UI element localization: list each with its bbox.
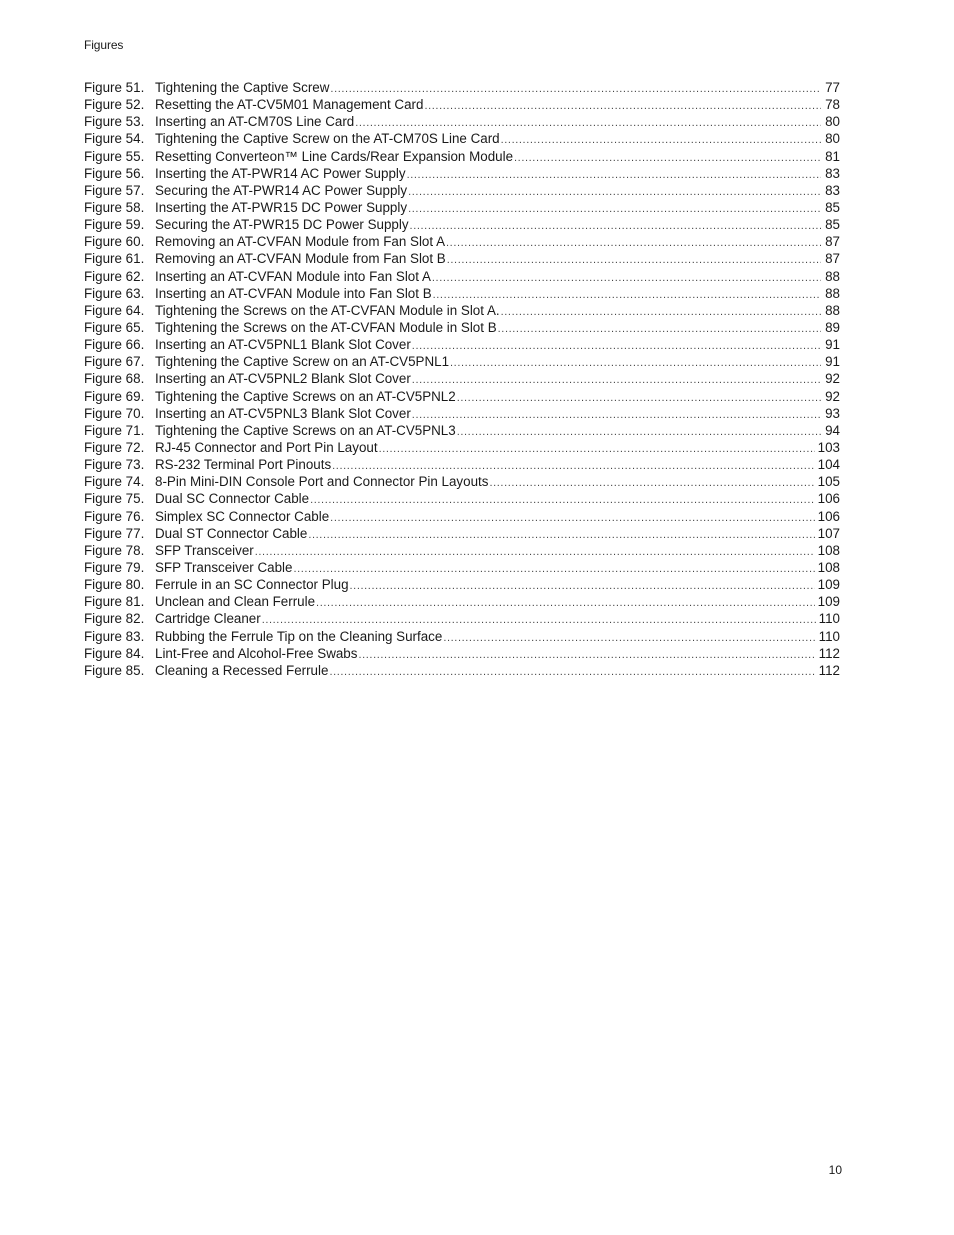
running-header: Figures: [84, 38, 124, 52]
toc-entry[interactable]: [84, 628, 840, 645]
figure-number: Figure 69.: [84, 388, 145, 404]
toc-entry[interactable]: [84, 96, 840, 113]
figure-number: Figure 75.: [84, 491, 145, 507]
toc-entry[interactable]: [84, 250, 840, 267]
figure-number: Figure 62.: [84, 268, 145, 284]
dot-leader: [329, 664, 815, 679]
dot-leader: [350, 578, 815, 593]
dot-leader: [498, 321, 821, 336]
toc-entry[interactable]: [84, 388, 840, 405]
figure-number: Figure 53.: [84, 114, 145, 130]
figure-title[interactable]: Inserting an AT-CVFAN Module into Fan Slot A: [155, 268, 431, 284]
figure-page-number[interactable]: 78: [825, 97, 840, 113]
figure-number: Figure 54.: [84, 131, 145, 147]
dot-leader: [412, 338, 821, 353]
figure-page-number[interactable]: 93: [825, 405, 840, 421]
figure-page-number[interactable]: 110: [818, 628, 840, 644]
figure-number: Figure 55.: [84, 148, 145, 164]
figure-page-number[interactable]: 92: [825, 371, 840, 387]
figure-page-number[interactable]: 92: [825, 388, 840, 404]
figure-page-number[interactable]: 81: [825, 148, 840, 164]
dot-leader: [433, 287, 821, 302]
dot-leader: [355, 115, 821, 130]
toc-entry[interactable]: [84, 645, 840, 662]
figure-page-number[interactable]: 88: [825, 302, 840, 318]
figure-number: Figure 84.: [84, 645, 145, 661]
dot-leader: [424, 98, 821, 113]
figure-title[interactable]: Resetting the AT-CV5M01 Management Card: [155, 97, 424, 113]
figure-page-number[interactable]: 80: [825, 131, 840, 147]
figure-title[interactable]: Securing the AT-PWR15 DC Power Supply: [155, 217, 409, 233]
figure-page-number[interactable]: 88: [825, 268, 840, 284]
figure-number: Figure 59.: [84, 217, 145, 233]
figure-number: Figure 67.: [84, 354, 145, 370]
figure-number: Figure 76.: [84, 508, 145, 524]
toc-entry[interactable]: [84, 439, 840, 456]
toc-entry[interactable]: [84, 182, 840, 199]
figure-title[interactable]: Tightening the Captive Screw: [155, 80, 330, 95]
figure-title[interactable]: 8-Pin Mini-DIN Console Port and Connector Pin Layouts: [155, 474, 489, 490]
toc-entry[interactable]: [84, 268, 840, 285]
dot-leader: [332, 458, 815, 473]
figure-title[interactable]: Ferrule in an SC Connector Plug: [155, 577, 349, 593]
dot-leader: [447, 252, 821, 267]
figure-number: Figure 77.: [84, 525, 145, 541]
figure-number: Figure 82.: [84, 611, 145, 627]
figure-page-number[interactable]: 91: [825, 337, 840, 353]
figure-number: Figure 79.: [84, 559, 145, 575]
figure-title[interactable]: RJ-45 Connector and Port Pin Layout: [155, 439, 378, 455]
dot-leader: [293, 561, 814, 576]
figure-page-number[interactable]: 109: [817, 577, 840, 593]
dot-leader: [457, 424, 821, 439]
figure-number: Figure 57.: [84, 182, 145, 198]
figure-number: Figure 70.: [84, 405, 145, 421]
figure-page-number[interactable]: 85: [825, 199, 840, 215]
dot-leader: [330, 81, 821, 96]
dot-leader: [489, 475, 814, 490]
figure-number: Figure 80.: [84, 577, 145, 593]
figure-page-number[interactable]: 106: [817, 491, 840, 507]
figure-page-number[interactable]: 106: [817, 508, 840, 524]
figure-page-number[interactable]: 83: [825, 165, 840, 181]
figure-title[interactable]: Inserting an AT-CV5PNL1 Blank Slot Cover: [155, 337, 411, 353]
toc-entry[interactable]: [84, 422, 840, 439]
figure-title[interactable]: Resetting Converteon™ Line Cards/Rear Expansion Module: [155, 148, 514, 164]
figure-title[interactable]: Tightening the Screws on the AT-CVFAN Module in Slot B: [155, 319, 497, 335]
dot-leader: [310, 492, 815, 507]
figure-page-number[interactable]: 87: [825, 251, 840, 267]
figure-title[interactable]: Simplex SC Connector Cable: [155, 508, 330, 524]
dot-leader: [443, 630, 815, 645]
figure-title[interactable]: Inserting an AT-CM70S Line Card: [155, 114, 355, 130]
figure-page-number[interactable]: 105: [817, 474, 840, 490]
toc-entry[interactable]: [84, 508, 840, 525]
toc-entry[interactable]: [84, 610, 840, 627]
dot-leader: [412, 407, 821, 422]
figure-page-number[interactable]: 77: [825, 80, 840, 95]
figure-title[interactable]: SFP Transceiver: [155, 542, 254, 558]
dot-leader: [330, 510, 814, 525]
figure-number: Figure 71.: [84, 422, 145, 438]
figure-page-number[interactable]: 103: [817, 439, 840, 455]
figure-page-number[interactable]: 110: [818, 611, 840, 627]
dot-leader: [255, 544, 815, 559]
figure-title[interactable]: Tightening the Captive Screws on an AT-CV5PNL2: [155, 388, 456, 404]
figure-number: Figure 66.: [84, 337, 145, 353]
figure-title[interactable]: Cartridge Cleaner: [155, 611, 261, 627]
dot-leader: [514, 150, 821, 165]
figure-page-number[interactable]: 80: [825, 114, 840, 130]
figure-title[interactable]: Tightening the Captive Screw on the AT-CM70S Line Card: [155, 131, 500, 147]
list-of-figures: [84, 79, 840, 679]
dot-leader: [379, 441, 815, 456]
toc-entry[interactable]: [84, 370, 840, 387]
figure-page-number[interactable]: 112: [818, 662, 840, 678]
toc-entry[interactable]: [84, 130, 840, 147]
toc-entry[interactable]: [84, 165, 840, 182]
figure-page-number[interactable]: 83: [825, 182, 840, 198]
figure-title[interactable]: Cleaning a Recessed Ferrule: [155, 662, 329, 678]
dot-leader: [410, 218, 821, 233]
toc-entry[interactable]: [84, 593, 840, 610]
figure-number: Figure 74.: [84, 474, 145, 490]
figure-page-number[interactable]: 88: [825, 285, 840, 301]
toc-entry[interactable]: [84, 353, 840, 370]
figure-number: Figure 68.: [84, 371, 145, 387]
toc-entry[interactable]: [84, 473, 840, 490]
dot-leader: [407, 167, 821, 182]
toc-entry[interactable]: [84, 199, 840, 216]
toc-entry[interactable]: [84, 216, 840, 233]
figure-title[interactable]: Inserting the AT-PWR15 DC Power Supply: [155, 199, 408, 215]
dot-leader: [501, 304, 821, 319]
dot-leader: [412, 372, 821, 387]
figure-page-number[interactable]: 85: [825, 217, 840, 233]
figure-number: Figure 63.: [84, 285, 145, 301]
figure-title[interactable]: Removing an AT-CVFAN Module from Fan Slot A: [155, 234, 446, 250]
figure-page-number[interactable]: 94: [825, 422, 840, 438]
dot-leader: [450, 355, 821, 370]
toc-entry[interactable]: [84, 405, 840, 422]
figure-number: Figure 65.: [84, 319, 145, 335]
figure-title[interactable]: Tightening the Screws on the AT-CVFAN Module in Slot A.: [155, 302, 500, 318]
toc-entry[interactable]: [84, 319, 840, 336]
toc-entry[interactable]: [84, 233, 840, 250]
figure-title[interactable]: Dual ST Connector Cable: [155, 525, 308, 541]
figure-number: Figure 72.: [84, 439, 145, 455]
figure-number: Figure 58.: [84, 199, 145, 215]
figure-title[interactable]: Inserting an AT-CV5PNL2 Blank Slot Cover: [155, 371, 411, 387]
toc-entry[interactable]: [84, 559, 840, 576]
figure-title[interactable]: Inserting the AT-PWR14 AC Power Supply: [155, 165, 406, 181]
dot-leader: [358, 647, 815, 662]
figure-title[interactable]: Dual SC Connector Cable: [155, 491, 310, 507]
figure-page-number[interactable]: 108: [817, 542, 840, 558]
figure-title[interactable]: RS-232 Terminal Port Pinouts: [155, 457, 332, 473]
figure-number: Figure 51.: [84, 80, 145, 95]
figure-page-number[interactable]: 112: [818, 645, 840, 661]
figure-page-number[interactable]: 87: [825, 234, 840, 250]
dot-leader: [408, 201, 821, 216]
figure-page-number[interactable]: 109: [817, 594, 840, 610]
figure-title[interactable]: Removing an AT-CVFAN Module from Fan Slot B: [155, 251, 446, 267]
toc-entry[interactable]: [84, 79, 840, 96]
figure-title[interactable]: Rubbing the Ferrule Tip on the Cleaning Surface: [155, 628, 443, 644]
figure-number: Figure 85.: [84, 662, 145, 678]
figure-number: Figure 60.: [84, 234, 145, 250]
dot-leader: [262, 612, 816, 627]
toc-entry[interactable]: [84, 662, 840, 679]
toc-entry[interactable]: [84, 490, 840, 507]
toc-entry[interactable]: [84, 525, 840, 542]
figure-page-number[interactable]: 91: [825, 354, 840, 370]
figure-number: Figure 78.: [84, 542, 145, 558]
toc-entry[interactable]: [84, 113, 840, 130]
figure-title[interactable]: Inserting an AT-CV5PNL3 Blank Slot Cover: [155, 405, 411, 421]
figure-page-number[interactable]: 89: [825, 319, 840, 335]
figure-number: Figure 81.: [84, 594, 145, 610]
figure-number: Figure 56.: [84, 165, 145, 181]
dot-leader: [457, 390, 821, 405]
figure-title[interactable]: Inserting an AT-CVFAN Module into Fan Slot B: [155, 285, 432, 301]
figure-title[interactable]: Lint-Free and Alcohol-Free Swabs: [155, 645, 358, 661]
toc-entry[interactable]: [84, 285, 840, 302]
figure-number: Figure 83.: [84, 628, 145, 644]
figure-number: Figure 52.: [84, 97, 145, 113]
toc-entry[interactable]: [84, 302, 840, 319]
toc-entry[interactable]: [84, 456, 840, 473]
figure-number: Figure 73.: [84, 457, 145, 473]
figure-title[interactable]: Tightening the Captive Screw on an AT-CV5PNL1: [155, 354, 450, 370]
figure-title[interactable]: Unclean and Clean Ferrule: [155, 594, 316, 610]
page-number: 10: [828, 1163, 842, 1177]
figure-title[interactable]: Securing the AT-PWR14 AC Power Supply: [155, 182, 408, 198]
figure-title[interactable]: Tightening the Captive Screws on an AT-CV5PNL3: [155, 422, 456, 438]
figure-page-number[interactable]: 108: [817, 559, 840, 575]
dot-leader: [316, 595, 815, 610]
dot-leader: [432, 270, 821, 285]
toc-entry[interactable]: [84, 148, 840, 165]
figure-page-number[interactable]: 107: [817, 525, 840, 541]
dot-leader: [308, 527, 814, 542]
figure-number: Figure 61.: [84, 251, 145, 267]
toc-entry[interactable]: [84, 576, 840, 593]
toc-entry[interactable]: [84, 542, 840, 559]
figure-title[interactable]: SFP Transceiver Cable: [155, 559, 293, 575]
figure-page-number[interactable]: 104: [817, 457, 840, 473]
dot-leader: [408, 184, 821, 199]
toc-entry[interactable]: [84, 336, 840, 353]
dot-leader: [446, 235, 821, 250]
figure-number: Figure 64.: [84, 302, 145, 318]
dot-leader: [501, 132, 821, 147]
